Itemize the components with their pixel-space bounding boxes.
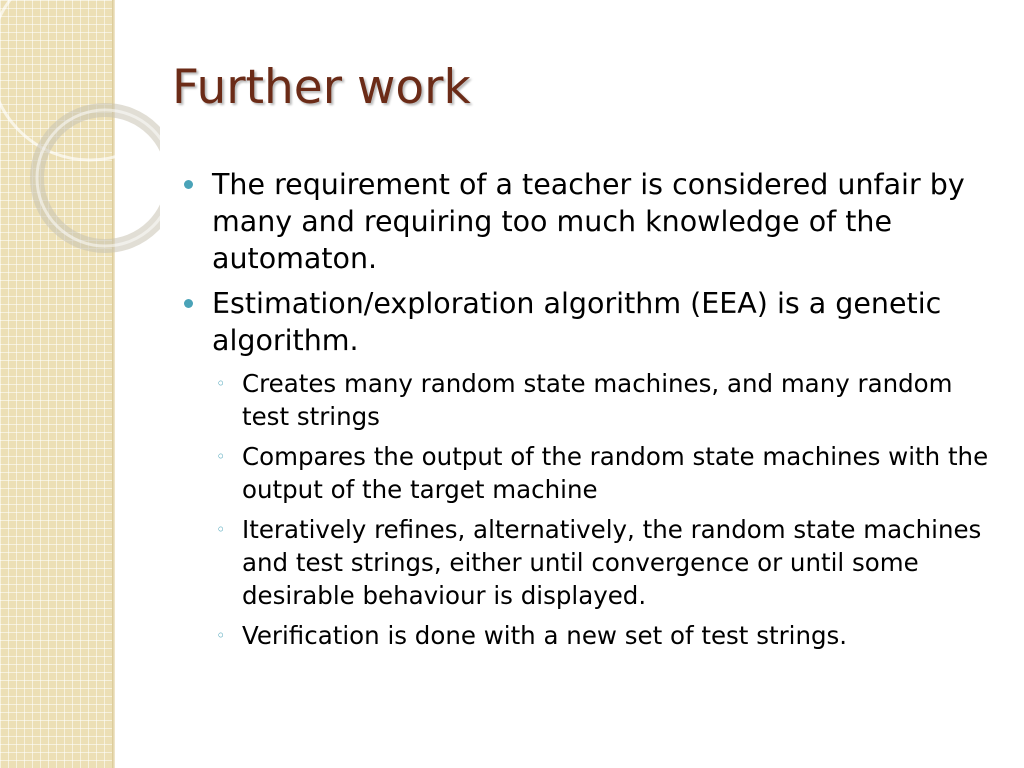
sub-bullet-item [184, 619, 996, 652]
bullet-item [184, 166, 996, 277]
sub-bullet-item [184, 440, 996, 506]
sub-bullet-text: Creates many random state machines, and many random test strings [242, 369, 953, 431]
decorative-rings-icon [0, 0, 160, 260]
slide-content [184, 166, 996, 659]
slide-title: Further work [172, 60, 471, 115]
bullet-item [184, 285, 996, 359]
sub-bullet-text: Compares the output of the random state machines with the output of the target machine [242, 442, 989, 504]
sub-bullet-ring-icon: ◦ [216, 626, 226, 645]
bullet-text: Estimation/exploration algorithm (EEA) is a genetic algorithm. [212, 287, 942, 357]
sub-bullet-text: Verification is done with a new set of test strings. [242, 621, 848, 650]
sub-bullet-ring-icon: ◦ [216, 447, 226, 466]
sub-bullet-text: Iteratively refines, alternatively, the random state machines and test strings, either until convergence or until some desirable behaviour is displayed. [242, 515, 982, 610]
sub-bullet-ring-icon: ◦ [216, 374, 226, 393]
sub-bullet-ring-icon: ◦ [216, 520, 226, 539]
sub-bullet-item [184, 513, 996, 612]
bullet-text: The requirement of a teacher is considered unfair by many and requiring too much knowledge of the automaton. [212, 168, 965, 275]
sub-bullet-item [184, 367, 996, 433]
bullet-dot-icon [184, 180, 193, 189]
sub-bullet-list [184, 367, 996, 652]
bullet-dot-icon [184, 299, 193, 308]
